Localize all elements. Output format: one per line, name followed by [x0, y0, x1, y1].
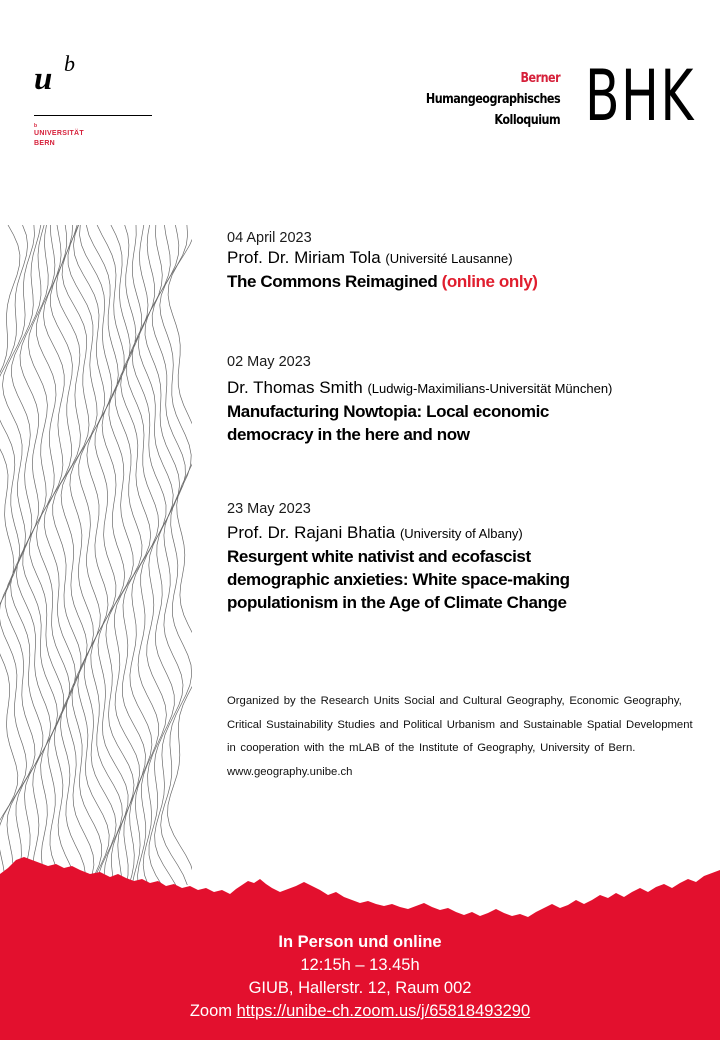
- event-speaker: [227, 247, 697, 270]
- contour-line: [80, 225, 117, 885]
- event-mode: In Person und online: [278, 933, 442, 951]
- event-title-text: The Commons Reimagined: [227, 272, 438, 291]
- event-title: Manufacturing Nowtopia: Local economic democracy in the here and now: [227, 402, 549, 444]
- contour-line: [0, 225, 28, 885]
- event-speaker: [227, 377, 697, 400]
- zoom-link[interactable]: https://unibe-ch.zoom.us/j/65818493290: [236, 1002, 531, 1020]
- bhk-abbreviation: BHK: [585, 55, 695, 137]
- website-link[interactable]: www.geography.unibe.ch: [227, 765, 353, 778]
- event-1: [227, 229, 697, 293]
- contour-line: [97, 225, 128, 885]
- logo-u: u: [34, 61, 53, 97]
- bhk-line-berner: Berner: [520, 71, 560, 86]
- contour-line: [168, 225, 193, 885]
- event-location: GIUB, Hallerstr. 12, Raum 002: [248, 979, 472, 997]
- speaker-name: Dr. Thomas Smith: [227, 378, 363, 397]
- bhk-title: [426, 68, 560, 131]
- organizers-note: [227, 690, 697, 784]
- online-only-note: (online only): [441, 272, 538, 291]
- contour-line: [86, 225, 122, 885]
- contour-line: [152, 225, 185, 885]
- speaker-name: Prof. Dr. Rajani Bhatia: [227, 523, 396, 542]
- event-date: 23 May 2023: [227, 501, 311, 517]
- zoom-line: [0, 1000, 720, 1023]
- contour-line: [23, 225, 58, 885]
- event-2: [227, 353, 697, 446]
- contour-line: [127, 225, 159, 885]
- zoom-label: Zoom: [189, 1002, 233, 1020]
- contour-line: [61, 225, 94, 885]
- footer-info: [0, 931, 720, 1023]
- contour-line: [29, 225, 63, 885]
- speaker-name: Prof. Dr. Miriam Tola: [227, 248, 381, 267]
- contour-line: [138, 225, 173, 885]
- ub-logo-mark: [34, 51, 156, 97]
- contour-pattern-decoration: [0, 225, 192, 885]
- logo-small-b: b: [34, 123, 38, 129]
- university-bern-logo: [34, 51, 156, 147]
- event-title: Resurgent white nativist and ecofascist demographic anxieties: White space-making populationism in the Age of Climate Change: [227, 547, 570, 612]
- contour-line: [74, 225, 110, 885]
- contour-line: [44, 225, 76, 885]
- contour-line: [68, 225, 102, 885]
- logo-b: b: [64, 51, 75, 76]
- organizers-text: Organized by the Research Units Social and Cultural Geography, Economic Geography, Critical Sustainability Studies and Political Urbanism and Sustainable Spatial Development in cooperation with the mLAB of the Institute of Geography, University of Bern.: [227, 695, 693, 754]
- event-date: 04 April 2023: [227, 230, 312, 246]
- contour-line: [106, 225, 134, 885]
- event-time: 12:15h – 13.45h: [300, 956, 420, 974]
- contour-line: [11, 225, 43, 885]
- event-3: [227, 500, 697, 614]
- contour-line: [53, 225, 86, 885]
- logo-line-bern: BERN: [34, 140, 56, 147]
- contour-line: [0, 225, 20, 885]
- logo-line-universitaet: UNIVERSITÄT: [34, 130, 84, 137]
- event-date: 02 May 2023: [227, 354, 311, 370]
- event-title: [227, 270, 697, 293]
- bhk-line-humangeographisches: Humangeographisches: [425, 92, 560, 107]
- speaker-affiliation: (Université Lausanne): [385, 251, 513, 266]
- event-speaker: [227, 522, 697, 545]
- logo-university-name: [34, 123, 84, 149]
- speaker-affiliation: (University of Albany): [399, 526, 523, 541]
- speaker-affiliation: (Ludwig-Maximilians-Universität München): [367, 381, 613, 396]
- logo-divider: [34, 115, 152, 116]
- bhk-line-kolloquium: Kolloquium: [494, 113, 560, 128]
